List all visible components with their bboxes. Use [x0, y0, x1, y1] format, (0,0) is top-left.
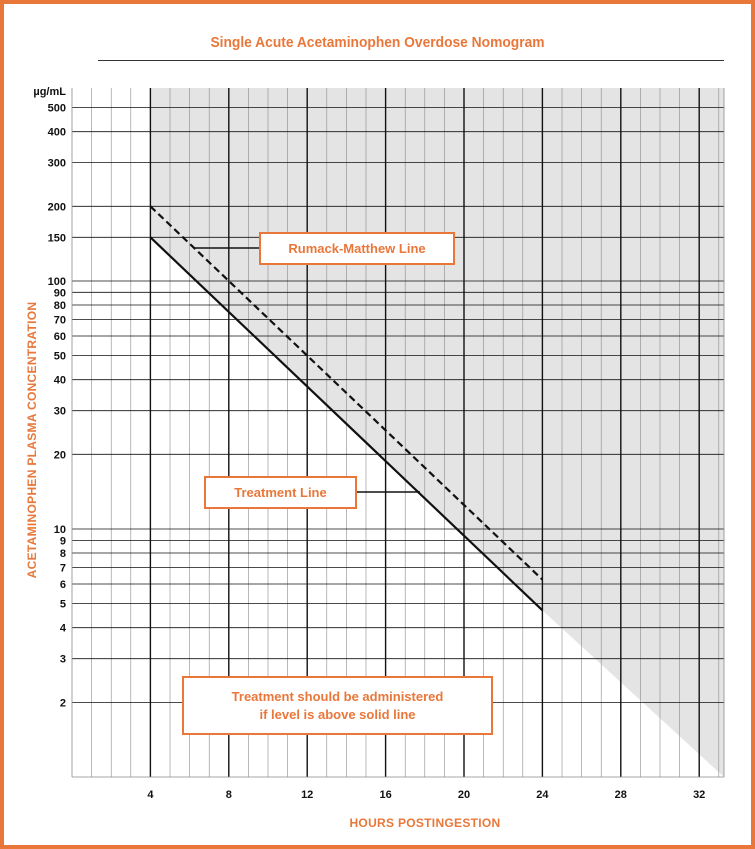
- y-tick-label: 100: [47, 275, 66, 288]
- y-tick-label: 4: [59, 622, 66, 635]
- x-tick-label: 28: [614, 789, 627, 801]
- x-tick-label: 32: [693, 789, 706, 801]
- treatment-note-line2: if level is above solid line: [259, 706, 416, 722]
- treatment-line-callout: [204, 476, 357, 509]
- y-tick-label: 6: [59, 579, 66, 592]
- y-tick-label: 9: [59, 535, 66, 548]
- rumack-matthew-callout-text: Rumack-Matthew Line: [288, 241, 426, 256]
- y-tick-label: 50: [53, 350, 66, 363]
- y-tick-label: 40: [53, 374, 66, 387]
- y-tick-label: 80: [53, 300, 66, 313]
- y-tick-label: 70: [53, 314, 66, 327]
- y-tick-label: 90: [53, 287, 66, 300]
- y-tick-label: 200: [47, 201, 66, 214]
- x-tick-label: 4: [147, 789, 154, 801]
- y-tick-label: 10: [53, 523, 66, 536]
- x-tick-label: 12: [301, 789, 314, 801]
- y-tick-label: 8: [59, 548, 66, 561]
- shaded-treatment-region: [150, 88, 724, 777]
- rumack-matthew-callout: [259, 232, 455, 265]
- y-tick-label: 2: [59, 697, 66, 710]
- y-tick-label: 5: [59, 598, 66, 611]
- y-tick-label: 500: [47, 102, 66, 115]
- x-axis-title: HOURS POSTINGESTION: [349, 816, 501, 830]
- x-tick-label: 20: [457, 789, 471, 801]
- y-tick-label: 30: [53, 405, 66, 418]
- y-axis-title: ACETAMINOPHEN PLASMA CONCENTRATION: [25, 301, 39, 579]
- y-tick-label: 60: [53, 331, 66, 344]
- y-tick-label: 7: [59, 562, 66, 575]
- treatment-line-callout-text: Treatment Line: [234, 485, 327, 500]
- y-tick-label: 150: [47, 232, 66, 245]
- y-tick-label: 3: [59, 653, 66, 666]
- x-tick-label: 24: [536, 789, 549, 801]
- x-tick-label: 8: [225, 789, 232, 801]
- x-tick-label: 16: [379, 789, 392, 801]
- y-tick-label: 20: [53, 449, 66, 462]
- chart-title: Single Acute Acetaminophen Overdose Nomogram: [210, 34, 545, 51]
- y-unit-label: µg/mL: [33, 86, 66, 98]
- y-tick-label: 300: [47, 157, 66, 170]
- treatment-note-line1: Treatment should be administered: [231, 688, 444, 704]
- treatment-note-callout: [182, 676, 493, 735]
- y-tick-label: 400: [47, 126, 66, 139]
